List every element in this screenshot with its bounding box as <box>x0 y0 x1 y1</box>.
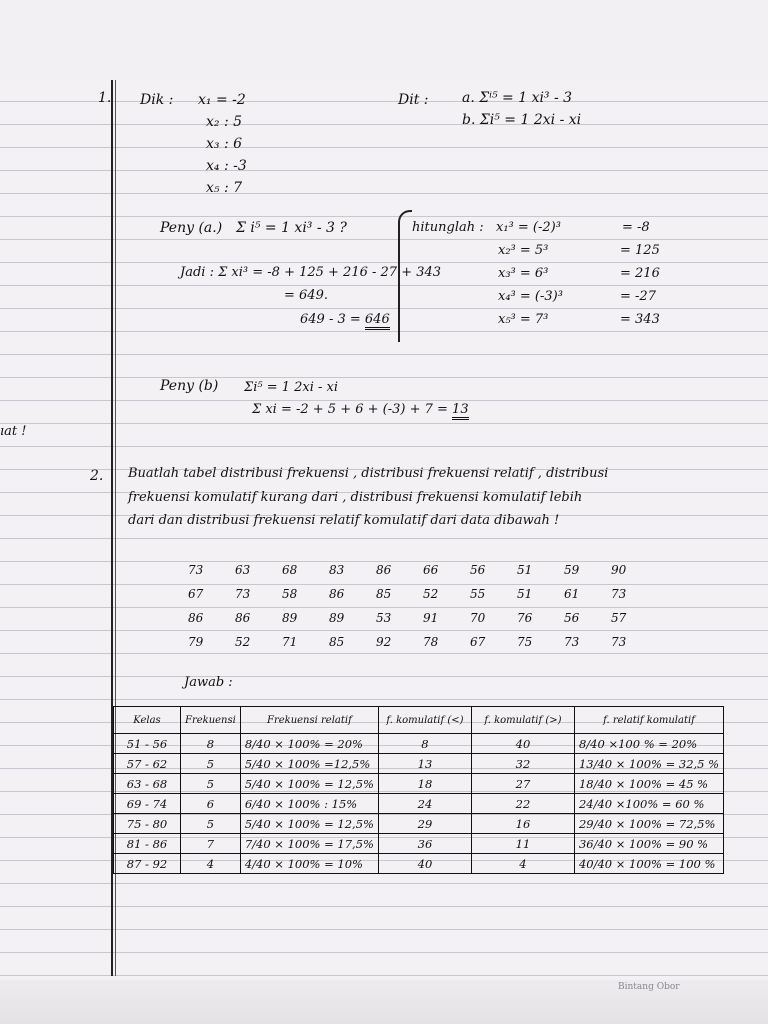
cell-komulatif-kurang: 18 <box>378 774 471 794</box>
jadi-line-1: Jadi : Σ xi³ = -8 + 125 + 216 - 27 + 343 <box>180 265 442 280</box>
data-value: 56 <box>470 563 486 577</box>
data-value: 86 <box>376 563 392 577</box>
data-value: 83 <box>329 563 345 577</box>
cell-komulatif-kurang: 36 <box>378 834 471 854</box>
data-value: 76 <box>517 611 533 625</box>
dit-label: Dit : <box>398 92 429 108</box>
cell-komulatif-kurang: 40 <box>378 854 471 874</box>
cell-relatif-komulatif: 36/40 × 100% = 90 % <box>574 834 723 854</box>
peny-a-expression: Σ i⁵ = 1 xi³ - 3 ? <box>236 220 347 236</box>
data-value: 73 <box>611 635 627 649</box>
data-value: 63 <box>235 563 251 577</box>
dik-x3: x₃ : 6 <box>206 136 243 152</box>
cell-relatif-komulatif: 18/40 × 100% = 45 % <box>574 774 723 794</box>
cell-frekuensi-relatif: 6/40 × 100% : 15% <box>240 794 378 814</box>
cell-komulatif-lebih: 16 <box>471 814 574 834</box>
table-row <box>114 854 724 874</box>
data-row <box>188 630 658 654</box>
peny-a-label: Peny (a.) <box>160 220 223 236</box>
hitung-result-1: = -8 <box>622 220 650 235</box>
page-top-blank <box>0 0 768 80</box>
hitung-line-2: x₂³ = 5³ <box>498 243 549 258</box>
data-value: 53 <box>376 611 392 625</box>
cell-komulatif-kurang: 29 <box>378 814 471 834</box>
dik-label: Dik : <box>140 92 174 108</box>
data-value: 86 <box>329 587 345 601</box>
data-value: 68 <box>282 563 298 577</box>
data-value: 79 <box>188 635 204 649</box>
cell-kelas: 87 - 92 <box>114 854 181 874</box>
cell-relatif-komulatif: 40/40 × 100% = 100 % <box>574 854 723 874</box>
cell-frekuensi: 5 <box>181 754 241 774</box>
cell-frekuensi-relatif: 4/40 × 100% = 10% <box>240 854 378 874</box>
problem-2-number: 2. <box>90 468 104 484</box>
cell-komulatif-kurang: 8 <box>378 734 471 754</box>
data-value: 59 <box>564 563 580 577</box>
data-value: 86 <box>235 611 251 625</box>
table-row <box>114 814 724 834</box>
answer-13: 13 <box>452 402 469 420</box>
problem-2-line-3: dari dan distribusi frekuensi relatif komulatif dari data dibawah ! <box>128 513 560 528</box>
dik-x4: x₄ : -3 <box>206 158 247 174</box>
table-row <box>114 794 724 814</box>
cell-komulatif-lebih: 11 <box>471 834 574 854</box>
data-value: 70 <box>470 611 486 625</box>
hitung-line-1: x₁³ = (-2)³ <box>496 220 561 235</box>
cell-frekuensi: 4 <box>181 854 241 874</box>
data-value: 89 <box>282 611 298 625</box>
peny-b-line-1: Σi⁵ = 1 2xi - xi <box>244 380 339 395</box>
frequency-table <box>113 706 724 874</box>
header-frekuensi-relatif: Frekuensi relatif <box>240 707 378 734</box>
paper-brand-watermark: Bintang Obor <box>618 982 680 992</box>
data-value: 73 <box>611 587 627 601</box>
data-value: 51 <box>517 587 533 601</box>
cell-relatif-komulatif: 29/40 × 100% = 72,5% <box>574 814 723 834</box>
table-row <box>114 734 724 754</box>
data-value: 90 <box>611 563 627 577</box>
cell-frekuensi-relatif: 7/40 × 100% = 17,5% <box>240 834 378 854</box>
data-row <box>188 606 658 630</box>
cell-relatif-komulatif: 13/40 × 100% = 32,5 % <box>574 754 723 774</box>
data-value: 71 <box>282 635 298 649</box>
cell-kelas: 63 - 68 <box>114 774 181 794</box>
dit-b: b. Σi⁵ = 1 2xi - xi <box>462 112 582 128</box>
data-value: 75 <box>517 635 533 649</box>
dik-x1: x₁ = -2 <box>198 92 246 108</box>
table-row <box>114 754 724 774</box>
cell-frekuensi: 5 <box>181 774 241 794</box>
jadi-line-3: 649 - 3 = 646 <box>300 312 390 327</box>
data-value: 92 <box>376 635 392 649</box>
cell-relatif-komulatif: 8/40 ×100 % = 20% <box>574 734 723 754</box>
answer-646: 646 <box>365 312 390 330</box>
cell-frekuensi: 5 <box>181 814 241 834</box>
problem-2-line-1: Buatlah tabel distribusi frekuensi , distribusi frekuensi relatif , distribusi <box>128 466 609 481</box>
data-value: 78 <box>423 635 439 649</box>
hitung-result-4: = -27 <box>620 289 656 304</box>
data-value: 57 <box>611 611 627 625</box>
data-value: 85 <box>376 587 392 601</box>
data-value: 56 <box>564 611 580 625</box>
cell-kelas: 51 - 56 <box>114 734 181 754</box>
table-row <box>114 834 724 854</box>
cell-komulatif-lebih: 40 <box>471 734 574 754</box>
cell-komulatif-lebih: 22 <box>471 794 574 814</box>
dit-a: a. Σⁱ⁵ = 1 xi³ - 3 <box>462 90 573 106</box>
jadi-line-2: = 649. <box>284 288 328 303</box>
raw-data-grid <box>188 558 658 654</box>
hitung-label: hitunglah : <box>412 220 484 235</box>
table-header-row <box>114 707 724 734</box>
data-value: 85 <box>329 635 345 649</box>
cell-relatif-komulatif: 24/40 ×100% = 60 % <box>574 794 723 814</box>
cell-kelas: 81 - 86 <box>114 834 181 854</box>
data-value: 52 <box>423 587 439 601</box>
data-row <box>188 558 658 582</box>
data-value: 61 <box>564 587 580 601</box>
header-komulatif-kurang: f. komulatif (<) <box>378 707 471 734</box>
data-value: 91 <box>423 611 439 625</box>
cell-frekuensi-relatif: 5/40 × 100% =12,5% <box>240 754 378 774</box>
cell-komulatif-kurang: 24 <box>378 794 471 814</box>
cell-komulatif-lebih: 4 <box>471 854 574 874</box>
data-row <box>188 582 658 606</box>
data-value: 67 <box>470 635 486 649</box>
peny-b-line-2: Σ xi = -2 + 5 + 6 + (-3) + 7 = 13 <box>252 402 469 417</box>
header-frekuensi: Frekuensi <box>181 707 241 734</box>
data-value: 67 <box>188 587 204 601</box>
hitung-line-3: x₃³ = 6³ <box>498 266 549 281</box>
header-komulatif-lebih: f. komulatif (>) <box>471 707 574 734</box>
frequency-table-body <box>114 734 724 874</box>
hitung-result-5: = 343 <box>620 312 660 327</box>
cell-kelas: 57 - 62 <box>114 754 181 774</box>
margin-note: ıat ! <box>0 424 27 439</box>
data-value: 66 <box>423 563 439 577</box>
hitung-line-5: x₅³ = 7³ <box>498 312 549 327</box>
hitung-line-4: x₄³ = (-3)³ <box>498 289 563 304</box>
data-value: 73 <box>188 563 204 577</box>
data-value: 86 <box>188 611 204 625</box>
header-kelas: Kelas <box>114 707 181 734</box>
cell-frekuensi-relatif: 5/40 × 100% = 12,5% <box>240 774 378 794</box>
problem-2-line-2: frekuensi komulatif kurang dari , distribusi frekuensi komulatif lebih <box>128 490 583 505</box>
cell-frekuensi-relatif: 8/40 × 100% = 20% <box>240 734 378 754</box>
table-row <box>114 774 724 794</box>
dik-x2: x₂ : 5 <box>206 114 243 130</box>
hitung-result-2: = 125 <box>620 243 660 258</box>
data-value: 89 <box>329 611 345 625</box>
data-value: 58 <box>282 587 298 601</box>
cell-kelas: 69 - 74 <box>114 794 181 814</box>
problem-1-number: 1. <box>98 90 112 106</box>
data-value: 73 <box>235 587 251 601</box>
data-value: 73 <box>564 635 580 649</box>
cell-komulatif-lebih: 27 <box>471 774 574 794</box>
header-relatif-komulatif: f. relatif komulatif <box>574 707 723 734</box>
cell-komulatif-kurang: 13 <box>378 754 471 774</box>
data-value: 55 <box>470 587 486 601</box>
cell-frekuensi: 8 <box>181 734 241 754</box>
cell-frekuensi: 6 <box>181 794 241 814</box>
cell-komulatif-lebih: 32 <box>471 754 574 774</box>
jawab-label: Jawab : <box>184 675 233 690</box>
peny-b-label: Peny (b) <box>160 378 219 394</box>
data-value: 51 <box>517 563 533 577</box>
data-value: 52 <box>235 635 251 649</box>
cell-kelas: 75 - 80 <box>114 814 181 834</box>
hitung-result-3: = 216 <box>620 266 660 281</box>
dik-x5: x₅ : 7 <box>206 180 243 196</box>
cell-frekuensi-relatif: 5/40 × 100% = 12,5% <box>240 814 378 834</box>
cell-frekuensi: 7 <box>181 834 241 854</box>
